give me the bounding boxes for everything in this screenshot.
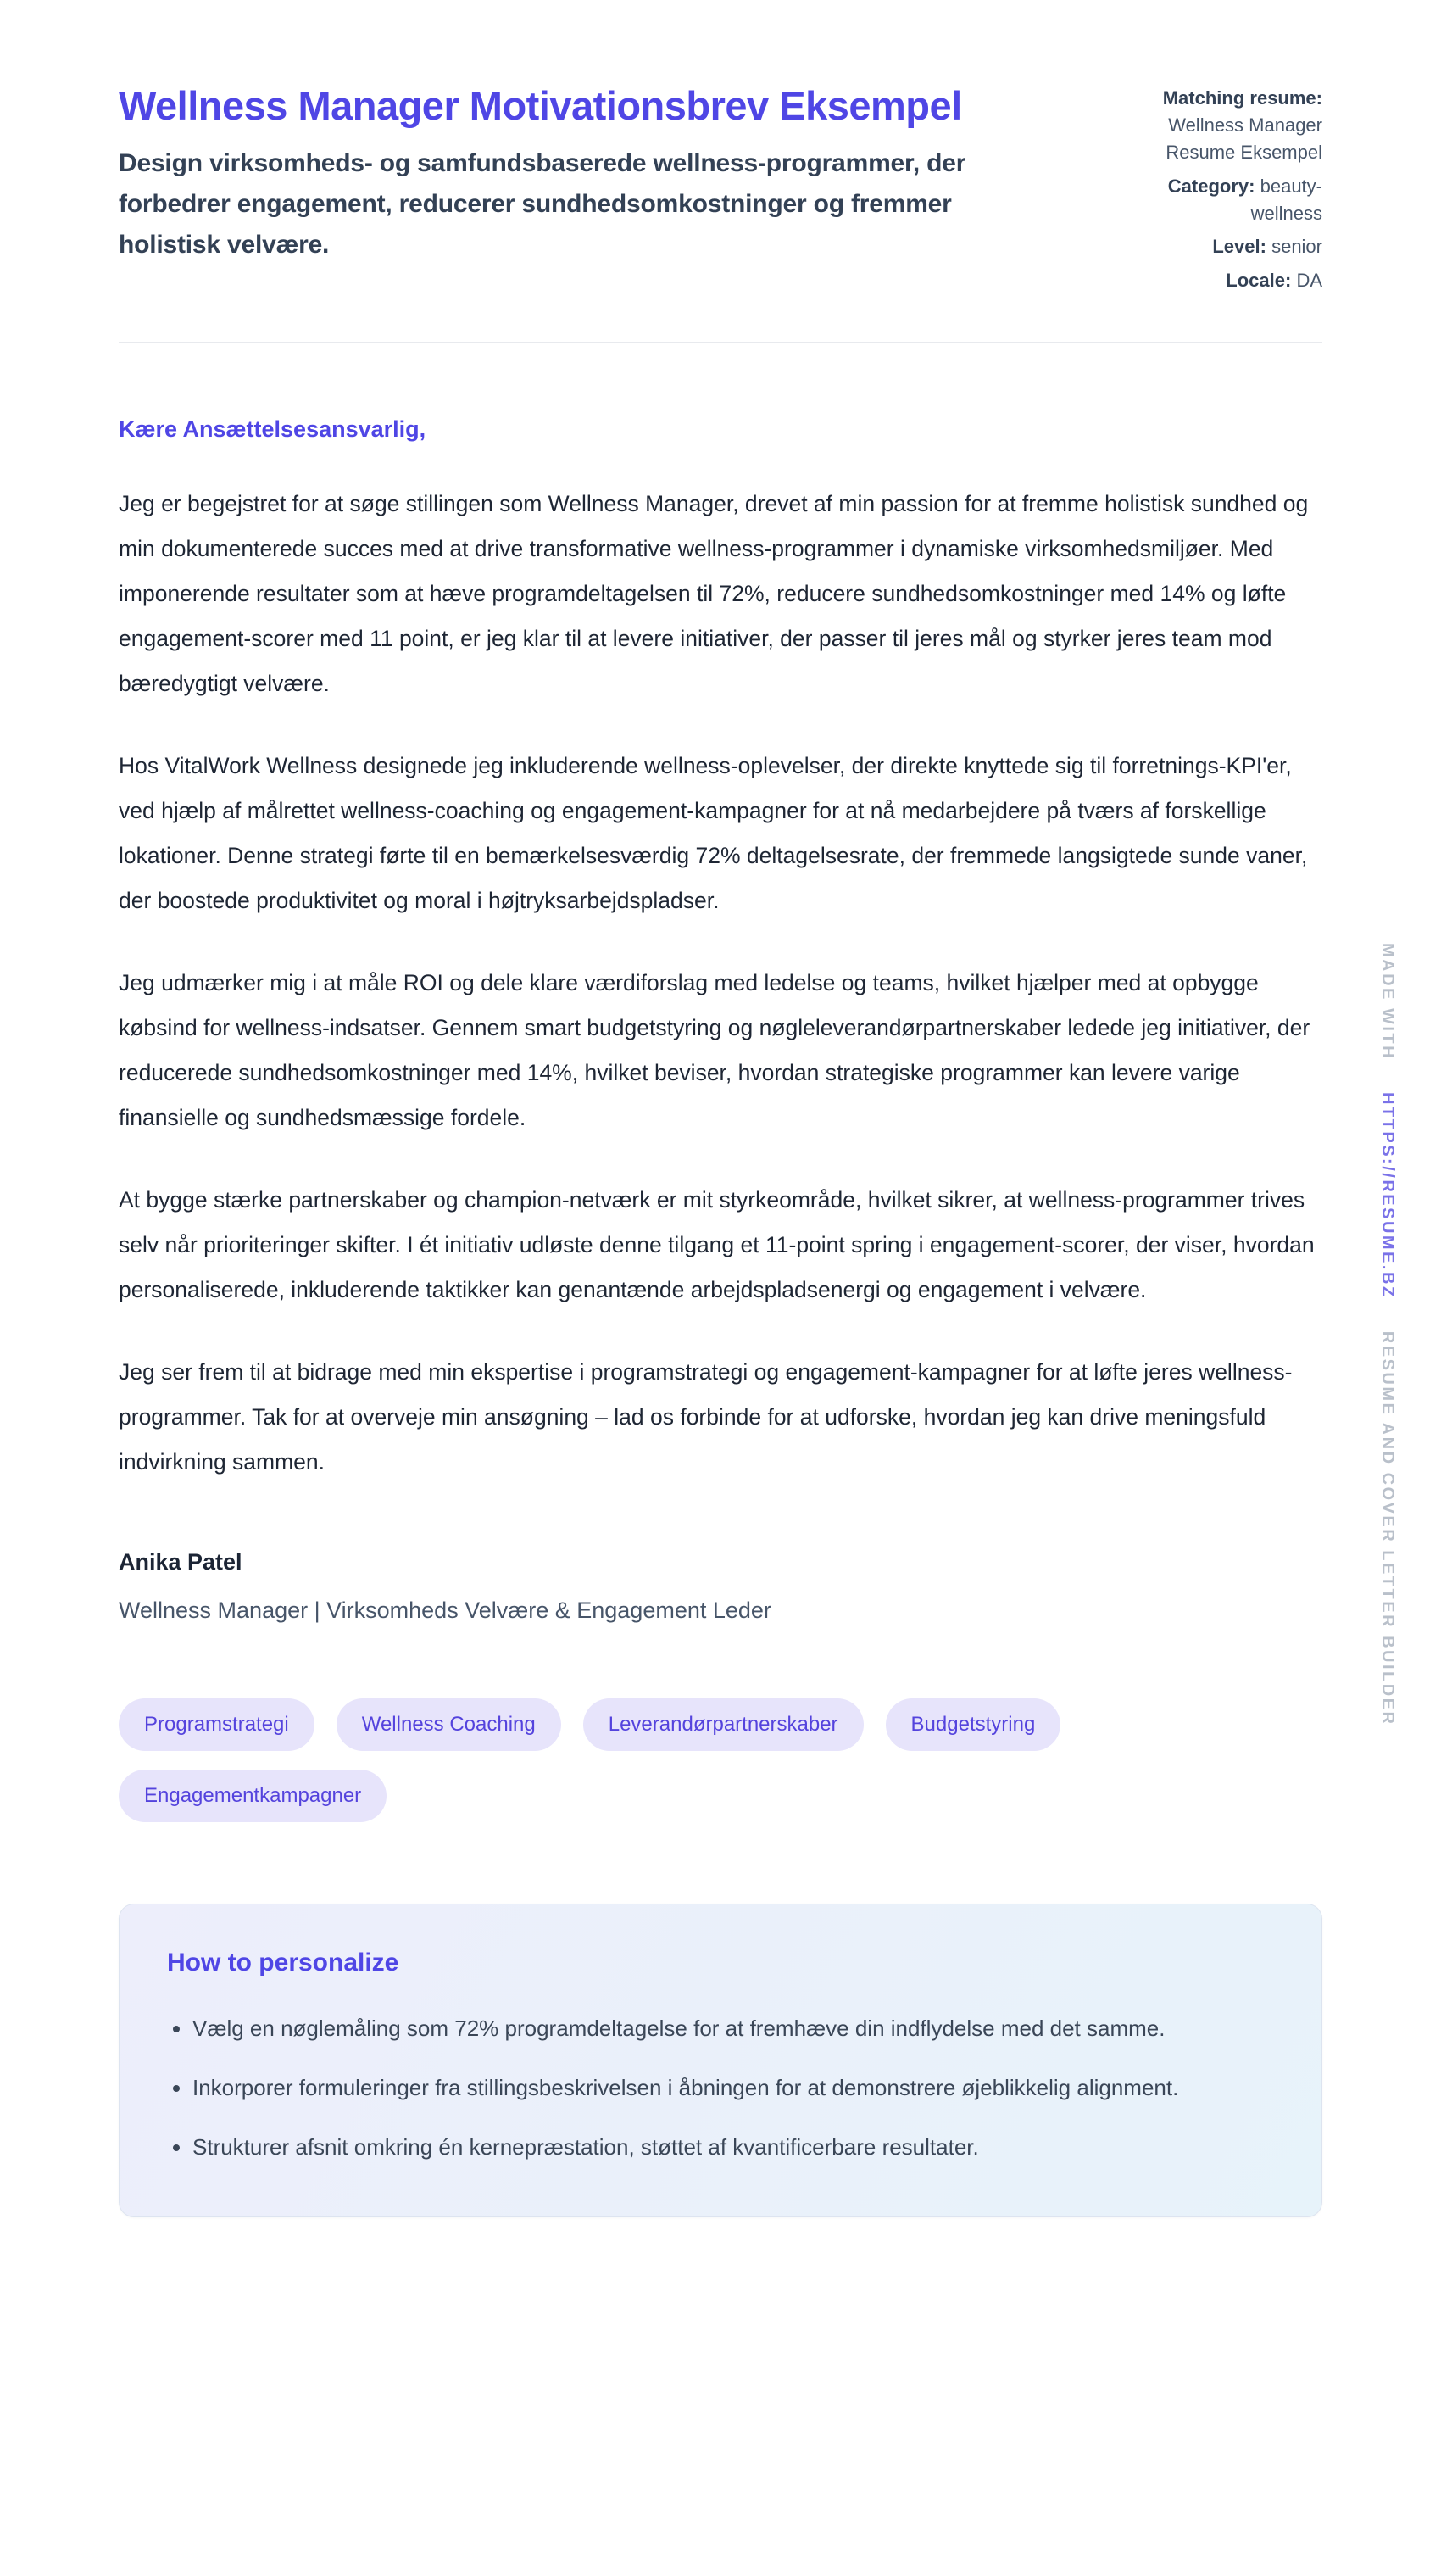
header	[119, 78, 1322, 301]
watermark	[1377, 943, 1397, 1726]
personalize-card	[119, 1904, 1322, 2217]
letter-paragraph: Jeg ser frem til at bidrage med min ekspertise i programstrategi og engagement-kampagner for at løfte jeres wellness-programmer. Tak for at overveje min ansøgning – lad os forbinde for at udforske, hvordan jeg kan drive meningsfuld indvirkning sammen.	[119, 1359, 1293, 1475]
meta-item-level	[1119, 233, 1322, 260]
skill-tag-list	[119, 1698, 1136, 1822]
skill-tag: Budgetstyring	[886, 1698, 1061, 1751]
page-subtitle: Design virksomheds- og samfundsbaserede wellness-programmer, der forbedrer engagement, reducerer sundhedsomkostninger og fremmer holistisk velvære.	[119, 148, 966, 259]
meta-value: DA	[1296, 270, 1322, 292]
meta-label: Locale:	[1226, 270, 1292, 292]
skill-tag: Engagementkampagner	[119, 1770, 387, 1822]
personalize-tip: • Vælg en nøglemåling som 72% programdeltagelse for at fremhæve din indflydelse med det samme.	[192, 2006, 1274, 2050]
header-divider	[119, 342, 1322, 343]
watermark-builder-label: RESUME AND COVER LETTER BUILDER	[1378, 1330, 1397, 1726]
watermark-resume-bz-link[interactable]: HTTPS://RESUME.BZ	[1378, 1092, 1397, 1299]
meta-label: Category:	[1167, 175, 1255, 197]
meta-label: Matching resume:	[1162, 87, 1322, 109]
cover-letter-body	[119, 416, 1322, 1624]
letter-paragraph: Jeg er begejstret for at søge stillingen som Wellness Manager, drevet af min passion for at fremme holistisk sundhed og min dokumenterede succes med at drive transformative wellness-programmer i dynamiske virksomhedsmiljøer. Med imponerende resultater som at hæve programdeltagelsen til 72%, reducere sundhedsomkostninger med 14% og løfte engagement-scorer med 11 point, er jeg klar til at levere initiativer, der passer til jeres mål og styrker jeres team mod bæredygtigt velvære.	[119, 491, 1309, 697]
meta-value: beauty-wellness	[1250, 175, 1322, 224]
meta-item-locale	[1119, 267, 1322, 294]
personalize-title: How to personalize	[167, 1949, 399, 1977]
meta-block	[1119, 78, 1322, 301]
skill-tag: Leverandørpartnerskaber	[583, 1698, 864, 1751]
letter-greeting: Kære Ansættelsesansvarlig,	[119, 416, 426, 443]
signature-title: Wellness Manager | Virksomheds Velvære & Engagement Leder	[119, 1597, 771, 1624]
page-title: Wellness Manager Motivationsbrev Eksempel	[119, 83, 962, 128]
letter-paragraph: Hos VitalWork Wellness designede jeg inkluderende wellness-oplevelser, der direkte knyttede sig til forretnings-KPI'er, ved hjælp af målrettet wellness-coaching og engagement-kampagner for at nå medarbejdere på tværs af forskellige lokationer. Denne strategi førte til en bemærkelsesværdig 72% deltagelsesrate, der fremmede langsigtede sunde vaner, der boostede produktivitet og moral i højtryksarbejdspladser.	[119, 753, 1308, 914]
skill-tag: Programstrategi	[119, 1698, 314, 1751]
letter-paragraph: Jeg udmærker mig i at måle ROI og dele klare værdiforslag med ledelse og teams, hvilket hjælper med at opbygge købsind for wellness-indsatser. Gennem smart budgetstyring og nøgleleverandørpartnerskaber ledede jeg initiativer, der reducerede sundhedsomkostninger med 14%, hvilket beviser, hvordan strategiske programmer kan levere varige finansielle og sundhedsmæssige fordele.	[119, 970, 1310, 1131]
meta-value: Wellness Manager Resume Eksempel	[1166, 114, 1322, 163]
personalize-list	[155, 2006, 1274, 2169]
personalize-tip: • Strukturer afsnit omkring én kernepræstation, støttet af kvantificerbare resultater.	[192, 2125, 1274, 2169]
skill-tag: Wellness Coaching	[337, 1698, 561, 1751]
meta-value: senior	[1271, 236, 1322, 258]
signature-block	[119, 1549, 1322, 1624]
header-left	[119, 78, 1043, 265]
meta-item-category	[1119, 173, 1322, 227]
watermark-made-with: MADE WITH	[1378, 943, 1397, 1061]
meta-label: Level:	[1212, 236, 1266, 258]
personalize-tip: • Inkorporer formuleringer fra stillingsbeskrivelsen i åbningen for at demonstrere øjeblikkelig alignment.	[192, 2066, 1274, 2110]
signature-name: Anika Patel	[119, 1549, 242, 1575]
meta-item-matching-resume	[1119, 85, 1322, 166]
letter-paragraph: At bygge stærke partnerskaber og champion-netværk er mit styrkeområde, hvilket sikrer, at wellness-programmer trives selv når prioriteringer skifter. I ét initiativ udløste denne tilgang et 11-point spring i engagement-scorer, der viser, hvordan personaliserede, inkluderende taktikker kan genantænde arbejdspladsenergi og engagement i velvære.	[119, 1187, 1315, 1303]
